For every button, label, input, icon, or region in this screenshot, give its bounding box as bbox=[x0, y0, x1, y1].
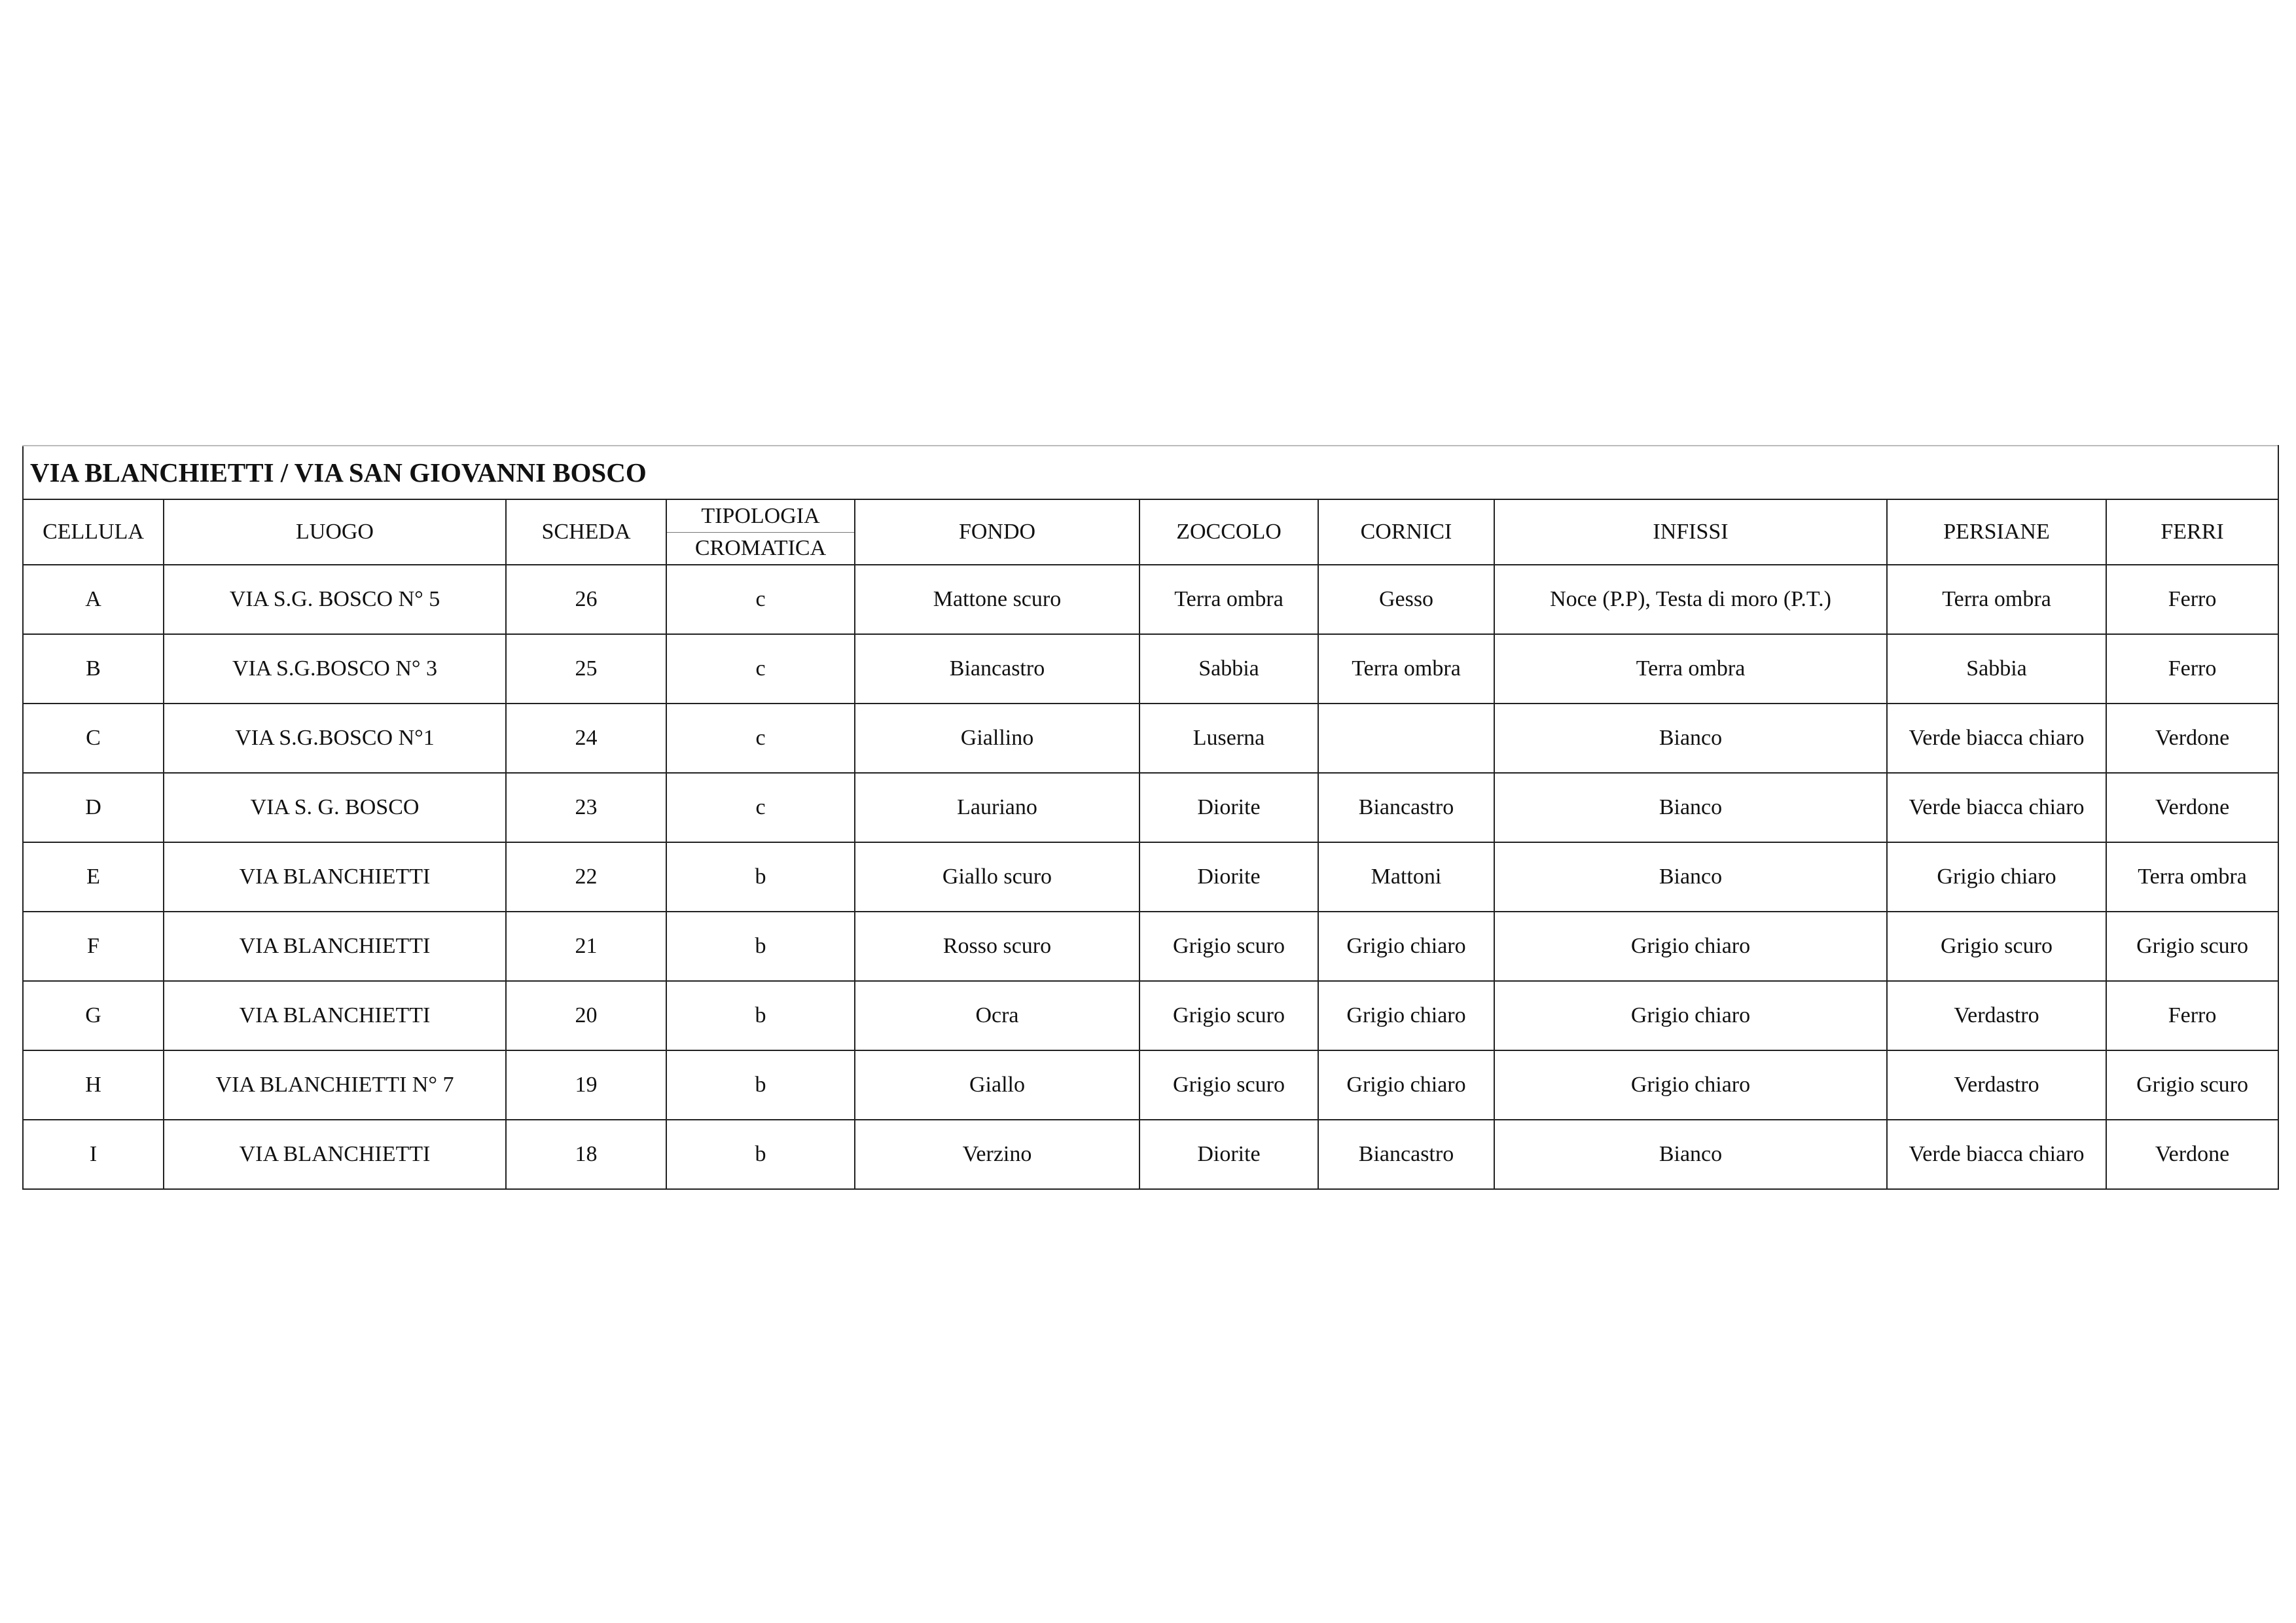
header-fondo: FONDO bbox=[855, 499, 1139, 565]
cell-cellula: F bbox=[23, 912, 164, 981]
cell-luogo: VIA BLANCHIETTI bbox=[164, 1120, 506, 1189]
cell-persiane: Verdastro bbox=[1887, 1050, 2106, 1120]
header-tipologia-cromatica bbox=[666, 499, 855, 565]
cell-tipologia-cromatica: b bbox=[666, 1120, 855, 1189]
cell-persiane: Grigio chiaro bbox=[1887, 842, 2106, 912]
cell-infissi: Grigio chiaro bbox=[1494, 912, 1887, 981]
table-title: VIA BLANCHIETTI / VIA SAN GIOVANNI BOSCO bbox=[23, 446, 2278, 499]
cell-fondo: Biancastro bbox=[855, 634, 1139, 704]
cell-persiane: Verdastro bbox=[1887, 981, 2106, 1050]
cell-scheda: 21 bbox=[506, 912, 666, 981]
cell-cornici bbox=[1318, 704, 1494, 773]
cell-tipologia-cromatica: c bbox=[666, 565, 855, 634]
cell-scheda: 18 bbox=[506, 1120, 666, 1189]
cell-tipologia-cromatica: c bbox=[666, 773, 855, 842]
cell-fondo: Mattone scuro bbox=[855, 565, 1139, 634]
cell-tipologia-cromatica: b bbox=[666, 981, 855, 1050]
cell-persiane: Verde biacca chiaro bbox=[1887, 1120, 2106, 1189]
color-survey-table bbox=[22, 445, 2279, 1190]
cell-fondo: Giallino bbox=[855, 704, 1139, 773]
cell-scheda: 20 bbox=[506, 981, 666, 1050]
cell-scheda: 25 bbox=[506, 634, 666, 704]
cell-zoccolo: Luserna bbox=[1139, 704, 1318, 773]
table-row bbox=[23, 912, 2278, 981]
cell-scheda: 23 bbox=[506, 773, 666, 842]
table-row bbox=[23, 981, 2278, 1050]
table-row bbox=[23, 1120, 2278, 1189]
cell-zoccolo: Grigio scuro bbox=[1139, 912, 1318, 981]
cell-zoccolo: Terra ombra bbox=[1139, 565, 1318, 634]
cell-scheda: 26 bbox=[506, 565, 666, 634]
cell-cornici: Grigio chiaro bbox=[1318, 981, 1494, 1050]
cell-fondo: Rosso scuro bbox=[855, 912, 1139, 981]
cell-cellula: C bbox=[23, 704, 164, 773]
cell-luogo: VIA BLANCHIETTI bbox=[164, 981, 506, 1050]
cell-tipologia-cromatica: c bbox=[666, 704, 855, 773]
cell-ferri: Verdone bbox=[2106, 773, 2278, 842]
cell-cellula: I bbox=[23, 1120, 164, 1189]
cell-scheda: 19 bbox=[506, 1050, 666, 1120]
cell-cornici: Biancastro bbox=[1318, 1120, 1494, 1189]
cell-persiane: Grigio scuro bbox=[1887, 912, 2106, 981]
cell-cornici: Gesso bbox=[1318, 565, 1494, 634]
cell-ferri: Grigio scuro bbox=[2106, 912, 2278, 981]
cell-luogo: VIA BLANCHIETTI bbox=[164, 842, 506, 912]
cell-zoccolo: Diorite bbox=[1139, 1120, 1318, 1189]
cell-fondo: Giallo bbox=[855, 1050, 1139, 1120]
cell-cellula: B bbox=[23, 634, 164, 704]
cell-cornici: Terra ombra bbox=[1318, 634, 1494, 704]
table-row bbox=[23, 704, 2278, 773]
table-row bbox=[23, 634, 2278, 704]
cell-cellula: D bbox=[23, 773, 164, 842]
cell-luogo: VIA BLANCHIETTI N° 7 bbox=[164, 1050, 506, 1120]
cell-cellula: H bbox=[23, 1050, 164, 1120]
cell-persiane: Sabbia bbox=[1887, 634, 2106, 704]
cell-cornici: Biancastro bbox=[1318, 773, 1494, 842]
cell-infissi: Grigio chiaro bbox=[1494, 1050, 1887, 1120]
cell-zoccolo: Diorite bbox=[1139, 842, 1318, 912]
table-row bbox=[23, 773, 2278, 842]
cell-infissi: Terra ombra bbox=[1494, 634, 1887, 704]
cell-fondo: Lauriano bbox=[855, 773, 1139, 842]
cell-tipologia-cromatica: b bbox=[666, 1050, 855, 1120]
cell-scheda: 22 bbox=[506, 842, 666, 912]
cell-persiane: Verde biacca chiaro bbox=[1887, 704, 2106, 773]
header-tipologia: TIPOLOGIA bbox=[667, 501, 854, 533]
header-luogo: LUOGO bbox=[164, 499, 506, 565]
cell-luogo: VIA S.G. BOSCO N° 5 bbox=[164, 565, 506, 634]
cell-zoccolo: Grigio scuro bbox=[1139, 981, 1318, 1050]
header-persiane: PERSIANE bbox=[1887, 499, 2106, 565]
cell-luogo: VIA S.G.BOSCO N°1 bbox=[164, 704, 506, 773]
table-row bbox=[23, 842, 2278, 912]
header-cornici: CORNICI bbox=[1318, 499, 1494, 565]
cell-infissi: Noce (P.P), Testa di moro (P.T.) bbox=[1494, 565, 1887, 634]
header-zoccolo: ZOCCOLO bbox=[1139, 499, 1318, 565]
color-survey-sheet bbox=[22, 445, 2278, 1190]
table-row bbox=[23, 1050, 2278, 1120]
cell-ferri: Verdone bbox=[2106, 1120, 2278, 1189]
header-cellula: CELLULA bbox=[23, 499, 164, 565]
cell-fondo: Giallo scuro bbox=[855, 842, 1139, 912]
cell-tipologia-cromatica: b bbox=[666, 842, 855, 912]
cell-luogo: VIA BLANCHIETTI bbox=[164, 912, 506, 981]
cell-luogo: VIA S. G. BOSCO bbox=[164, 773, 506, 842]
cell-infissi: Bianco bbox=[1494, 1120, 1887, 1189]
cell-persiane: Verde biacca chiaro bbox=[1887, 773, 2106, 842]
cell-cornici: Grigio chiaro bbox=[1318, 912, 1494, 981]
cell-cellula: G bbox=[23, 981, 164, 1050]
cell-cornici: Mattoni bbox=[1318, 842, 1494, 912]
header-ferri: FERRI bbox=[2106, 499, 2278, 565]
cell-luogo: VIA S.G.BOSCO N° 3 bbox=[164, 634, 506, 704]
cell-cellula: E bbox=[23, 842, 164, 912]
header-row bbox=[23, 499, 2278, 565]
cell-ferri: Terra ombra bbox=[2106, 842, 2278, 912]
cell-cellula: A bbox=[23, 565, 164, 634]
header-cromatica: CROMATICA bbox=[694, 535, 827, 560]
cell-cornici: Grigio chiaro bbox=[1318, 1050, 1494, 1120]
cell-persiane: Terra ombra bbox=[1887, 565, 2106, 634]
cell-ferri: Grigio scuro bbox=[2106, 1050, 2278, 1120]
table-row bbox=[23, 565, 2278, 634]
cell-ferri: Ferro bbox=[2106, 981, 2278, 1050]
cell-tipologia-cromatica: b bbox=[666, 912, 855, 981]
cell-zoccolo: Diorite bbox=[1139, 773, 1318, 842]
cell-infissi: Bianco bbox=[1494, 773, 1887, 842]
title-row bbox=[23, 446, 2278, 499]
cell-zoccolo: Grigio scuro bbox=[1139, 1050, 1318, 1120]
cell-zoccolo: Sabbia bbox=[1139, 634, 1318, 704]
cell-ferri: Ferro bbox=[2106, 634, 2278, 704]
header-infissi: INFISSI bbox=[1494, 499, 1887, 565]
cell-fondo: Verzino bbox=[855, 1120, 1139, 1189]
cell-infissi: Grigio chiaro bbox=[1494, 981, 1887, 1050]
cell-infissi: Bianco bbox=[1494, 704, 1887, 773]
cell-infissi: Bianco bbox=[1494, 842, 1887, 912]
cell-fondo: Ocra bbox=[855, 981, 1139, 1050]
header-scheda: SCHEDA bbox=[506, 499, 666, 565]
cell-ferri: Ferro bbox=[2106, 565, 2278, 634]
cell-ferri: Verdone bbox=[2106, 704, 2278, 773]
cell-tipologia-cromatica: c bbox=[666, 634, 855, 704]
cell-scheda: 24 bbox=[506, 704, 666, 773]
